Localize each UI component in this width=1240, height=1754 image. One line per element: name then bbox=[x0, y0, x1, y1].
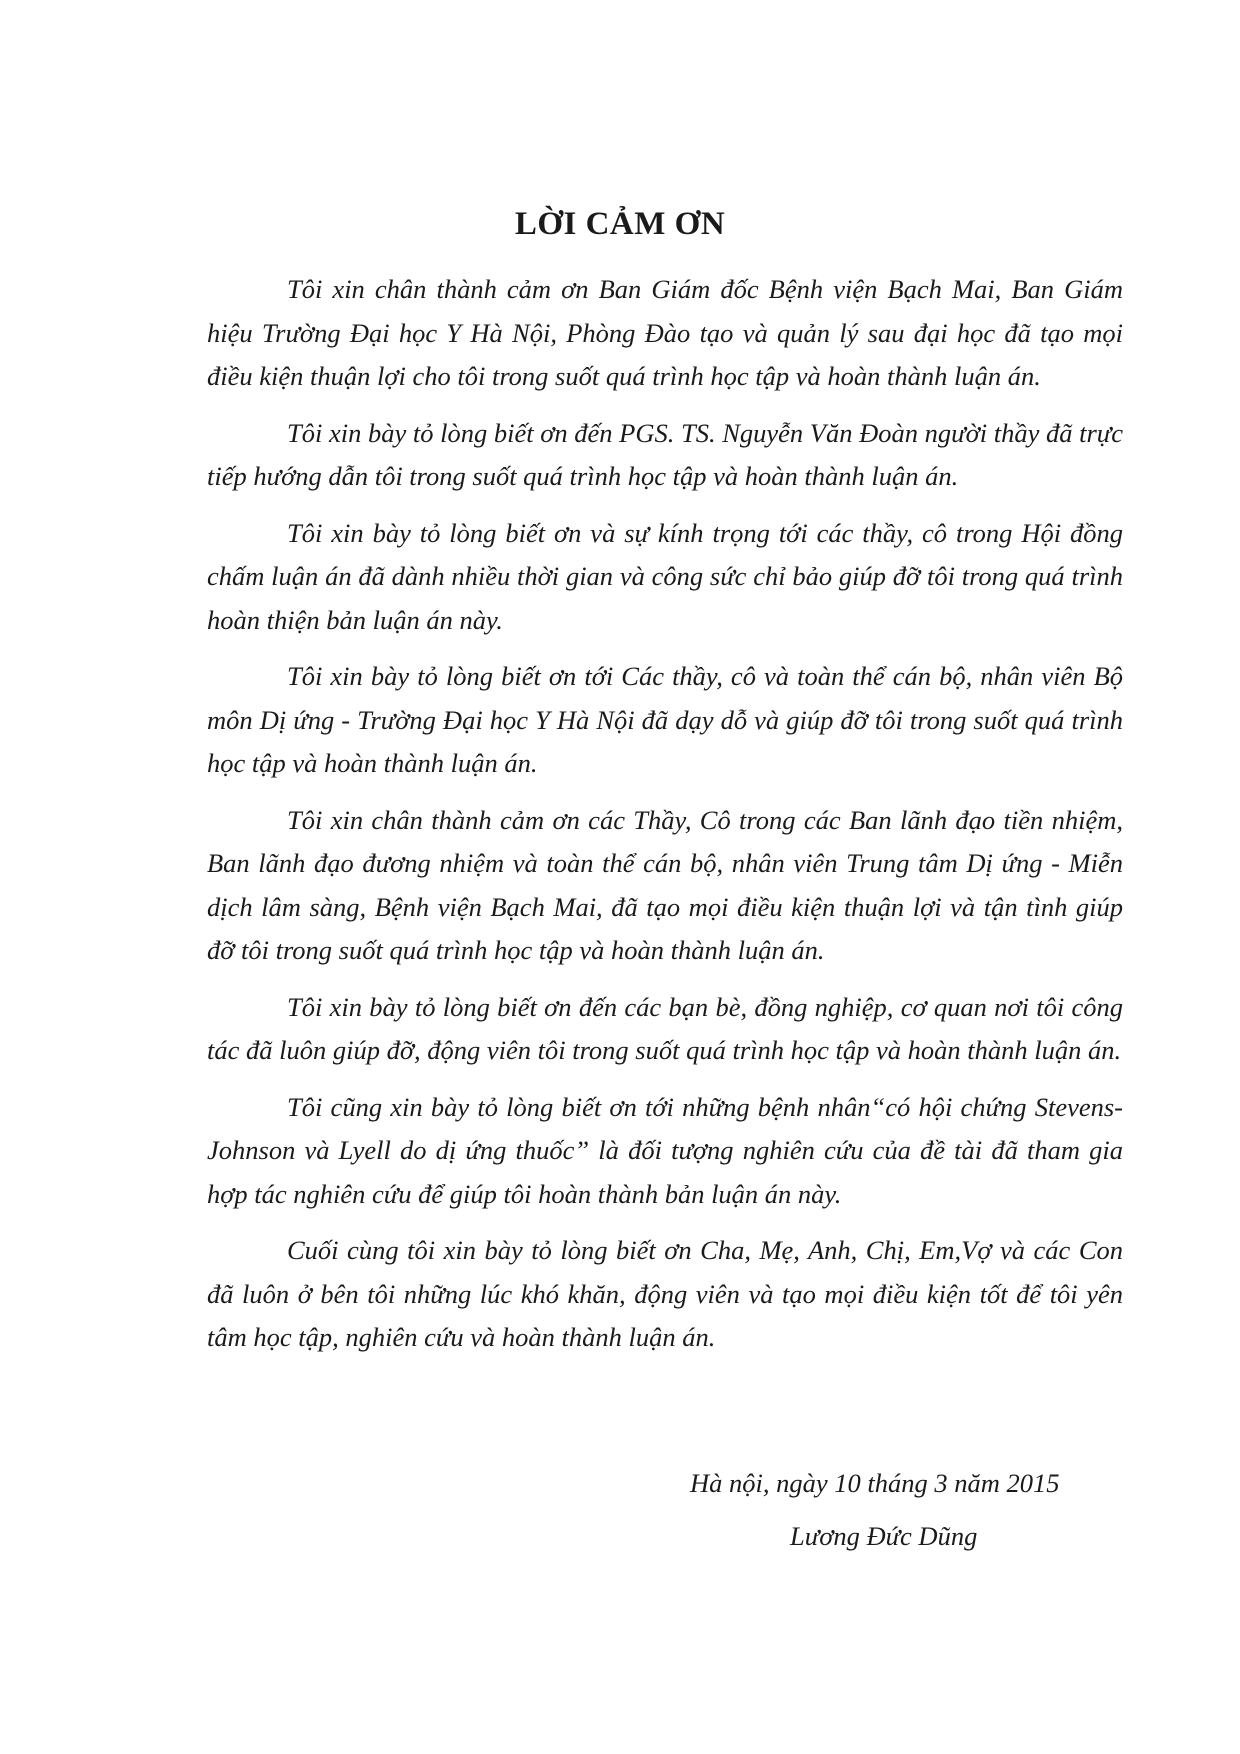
page-title: LỜI CẢM ƠN bbox=[514, 206, 726, 242]
paragraph-1: Tôi xin chân thành cảm ơn Ban Giám đốc Bệnh viện Bạch Mai, Ban Giám hiệu Trường Đại học Y Hà Nội, Phòng Đào tạo và quản lý sau đại học đã tạo mọi điều kiện thuận lợi cho tôi trong suốt quá trình học tập và hoàn thành luận án. bbox=[207, 274, 1123, 391]
paragraph-4: Tôi xin bày tỏ lòng biết ơn tới Các thầy, cô và toàn thể cán bộ, nhân viên Bộ môn Dị ứng - Trường Đại học Y Hà Nội đã dạy dỗ và giúp đỡ tôi trong suốt quá trình học tập và hoàn thành luận án. bbox=[207, 661, 1123, 778]
paragraph-2: Tôi xin bày tỏ lòng biết ơn đến PGS. TS. Nguyễn Văn Đoàn người thầy đã trực tiếp hướng dẫn tôi trong suốt quá trình học tập và hoàn thành luận án. bbox=[207, 417, 1123, 491]
paragraph-8: Cuối cùng tôi xin bày tỏ lòng biết ơn Cha, Mẹ, Anh, Chị, Em,Vợ và các Con đã luôn ở bên tôi những lúc khó khăn, động viên và tạo mọi điều kiện tốt để tôi yên tâm học tập, nghiên cứu và hoàn thành luận án. bbox=[207, 1235, 1123, 1352]
paragraph-6: Tôi xin bày tỏ lòng biết ơn đến các bạn bè, đồng nghiệp, cơ quan nơi tôi công tác đã luôn giúp đỡ, động viên tôi trong suốt quá trình học tập và hoàn thành luận án. bbox=[207, 991, 1123, 1065]
signature-block bbox=[690, 1463, 1150, 1556]
paragraph-5: Tôi xin chân thành cảm ơn các Thầy, Cô trong các Ban lãnh đạo tiền nhiệm, Ban lãnh đạo đương nhiệm và toàn thể cán bộ, nhân viên Trung tâm Dị ứng - Miễn dịch lâm sàng, Bệnh viện Bạch Mai, đã tạo mọi điều kiện thuận lợi và tận tình giúp đỡ tôi trong suốt quá trình học tập và hoàn thành luận án. bbox=[207, 804, 1123, 965]
acknowledgement-body bbox=[207, 268, 1123, 1373]
signature-date: Hà nội, ngày 10 tháng 3 năm 2015 bbox=[690, 1468, 1060, 1498]
paragraph-3: Tôi xin bày tỏ lòng biết ơn và sự kính trọng tới các thầy, cô trong Hội đồng chấm luận án đã dành nhiều thời gian và công sức chỉ bảo giúp đỡ tôi trong quá trình hoàn thiện bản luận án này. bbox=[207, 517, 1123, 635]
signature-name: Lương Đức Dũng bbox=[790, 1521, 978, 1551]
paragraph-7: Tôi cũng xin bày tỏ lòng biết ơn tới những bệnh nhân“có hội chứng Stevens-Johnson và Lyell do dị ứng thuốc” là đối tượng nghiên cứu của đề tài đã tham gia hợp tác nghiên cứu để giúp tôi hoàn thành bản luận án này. bbox=[207, 1091, 1123, 1209]
